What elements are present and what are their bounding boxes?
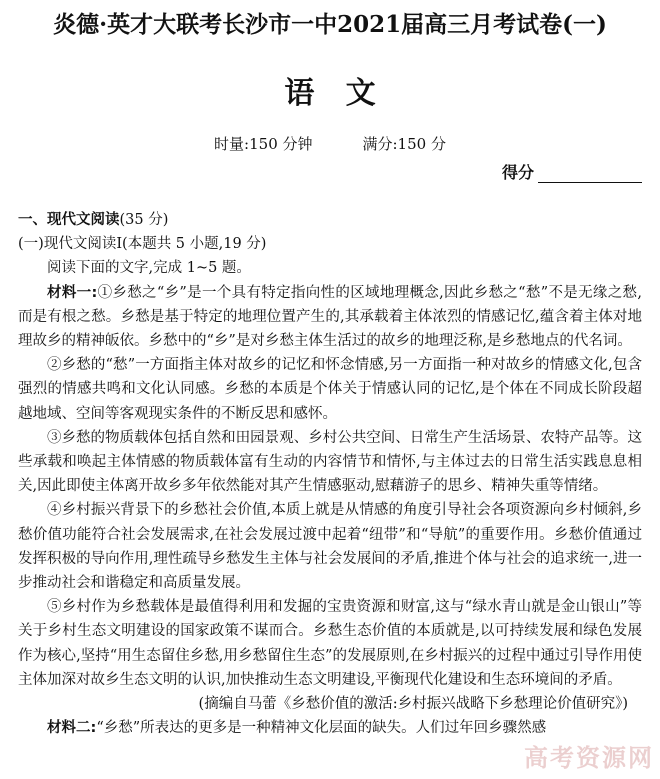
- material1-paragraph-5: ⑤乡村作为乡愁载体是最值得利用和发掘的宝贵资源和财富,这与“绿水青山就是金山银山”等关于乡村生态文明建设的国家政策不谋而合。乡愁生态价值的本质就是,以可持续发展和绿色发展作为核心,坚持“用生态留住乡愁,用乡愁留住生态”的发展原则,在乡村振兴的过程中通过引导作用使主体加深对故乡生态文明的认识,加快推动生态文明建设,平衡现代化建设和生态环境间的矛盾。: [18, 599, 642, 688]
- material1-paragraph-4: ④乡村振兴背景下的乡愁社会价值,本质上就是从情感的角度引导社会各项资源向乡村倾斜,乡愁价值功能符合社会发展需求,在社会发展过渡中起着“纽带”和“导航”的重要作用。乡愁价值通过发挥积极的导向作用,理性疏导乡愁发生主体与社会发展间的矛盾,推进个体与社会的追求统一,进一步推动社会和谐稳定和高质量发展。: [18, 502, 642, 592]
- exam-meta: [0, 133, 660, 154]
- sub-heading: (一)现代文阅读Ⅰ(本题共 5 小题,19 分): [18, 236, 267, 253]
- material2-paragraph: 材料二:“乡愁”所表达的更多是一种精神文化层面的缺失。人们过年回乡骤然感: [47, 720, 547, 737]
- material1-paragraph-1: 材料一:①乡愁之“乡”是一个具有特定指向性的区域地理概念,因此乡愁之“愁”不是无缘之愁,而是有根之愁。乡愁是基于特定的地理位置产生的,其承载着主体浓烈的情感记忆,蕴含着主体对地理故乡的精神皈依。乡愁中的“乡”是对乡愁主体生活过的故乡的地理泛称,是乡愁地点的代名词。: [18, 284, 642, 350]
- material1-source: (摘编自马蕾《乡愁价值的激活:乡村振兴战略下乡愁理论价值研究》): [198, 696, 628, 713]
- section-points: (35 分): [119, 212, 169, 228]
- material1-paragraph-3: ③乡愁的物质载体包括自然和田园景观、乡村公共空间、日常生产生活场景、农特产品等。这些承载和唤起主体情感的物质载体富有生动的内容情节和情怀,与主体过去的日常生活实践息息相关,因此即使主体离开故乡多年依然能对其产生情感驱动,慰藉游子的思乡、精神失重等情绪。: [18, 429, 642, 495]
- reading-section: [18, 208, 642, 740]
- subject-title: 语 文: [284, 76, 376, 111]
- material1-paragraph-2: ②乡愁的“愁”一方面指主体对故乡的记忆和怀念情感,另一方面指一种对故乡的情感文化,包含强烈的情感共鸣和文化认同感。乡愁的本质是个体关于情感认同的记忆,是个体在不同成长阶段超越地域、空间等客观现实条件的不断反思和感怀。: [18, 357, 642, 422]
- material2-label: 材料二:: [47, 720, 97, 737]
- section-heading: 一、现代文阅读(35 分): [18, 212, 169, 228]
- full-score: 满分:150 分: [362, 135, 446, 153]
- exam-title: 炎德·英才大联考长沙市一中2021届高三月考试卷(一): [53, 11, 607, 38]
- score-blank: [538, 164, 642, 183]
- score-label: 得分: [501, 163, 534, 182]
- material1-label: 材料一:: [47, 284, 98, 301]
- instruction: 阅读下面的文字,完成 1~5 题。: [47, 260, 251, 277]
- watermark: 高考资源网: [524, 744, 654, 772]
- score-field: [502, 160, 642, 183]
- time-limit: 时量:150 分钟: [214, 135, 313, 153]
